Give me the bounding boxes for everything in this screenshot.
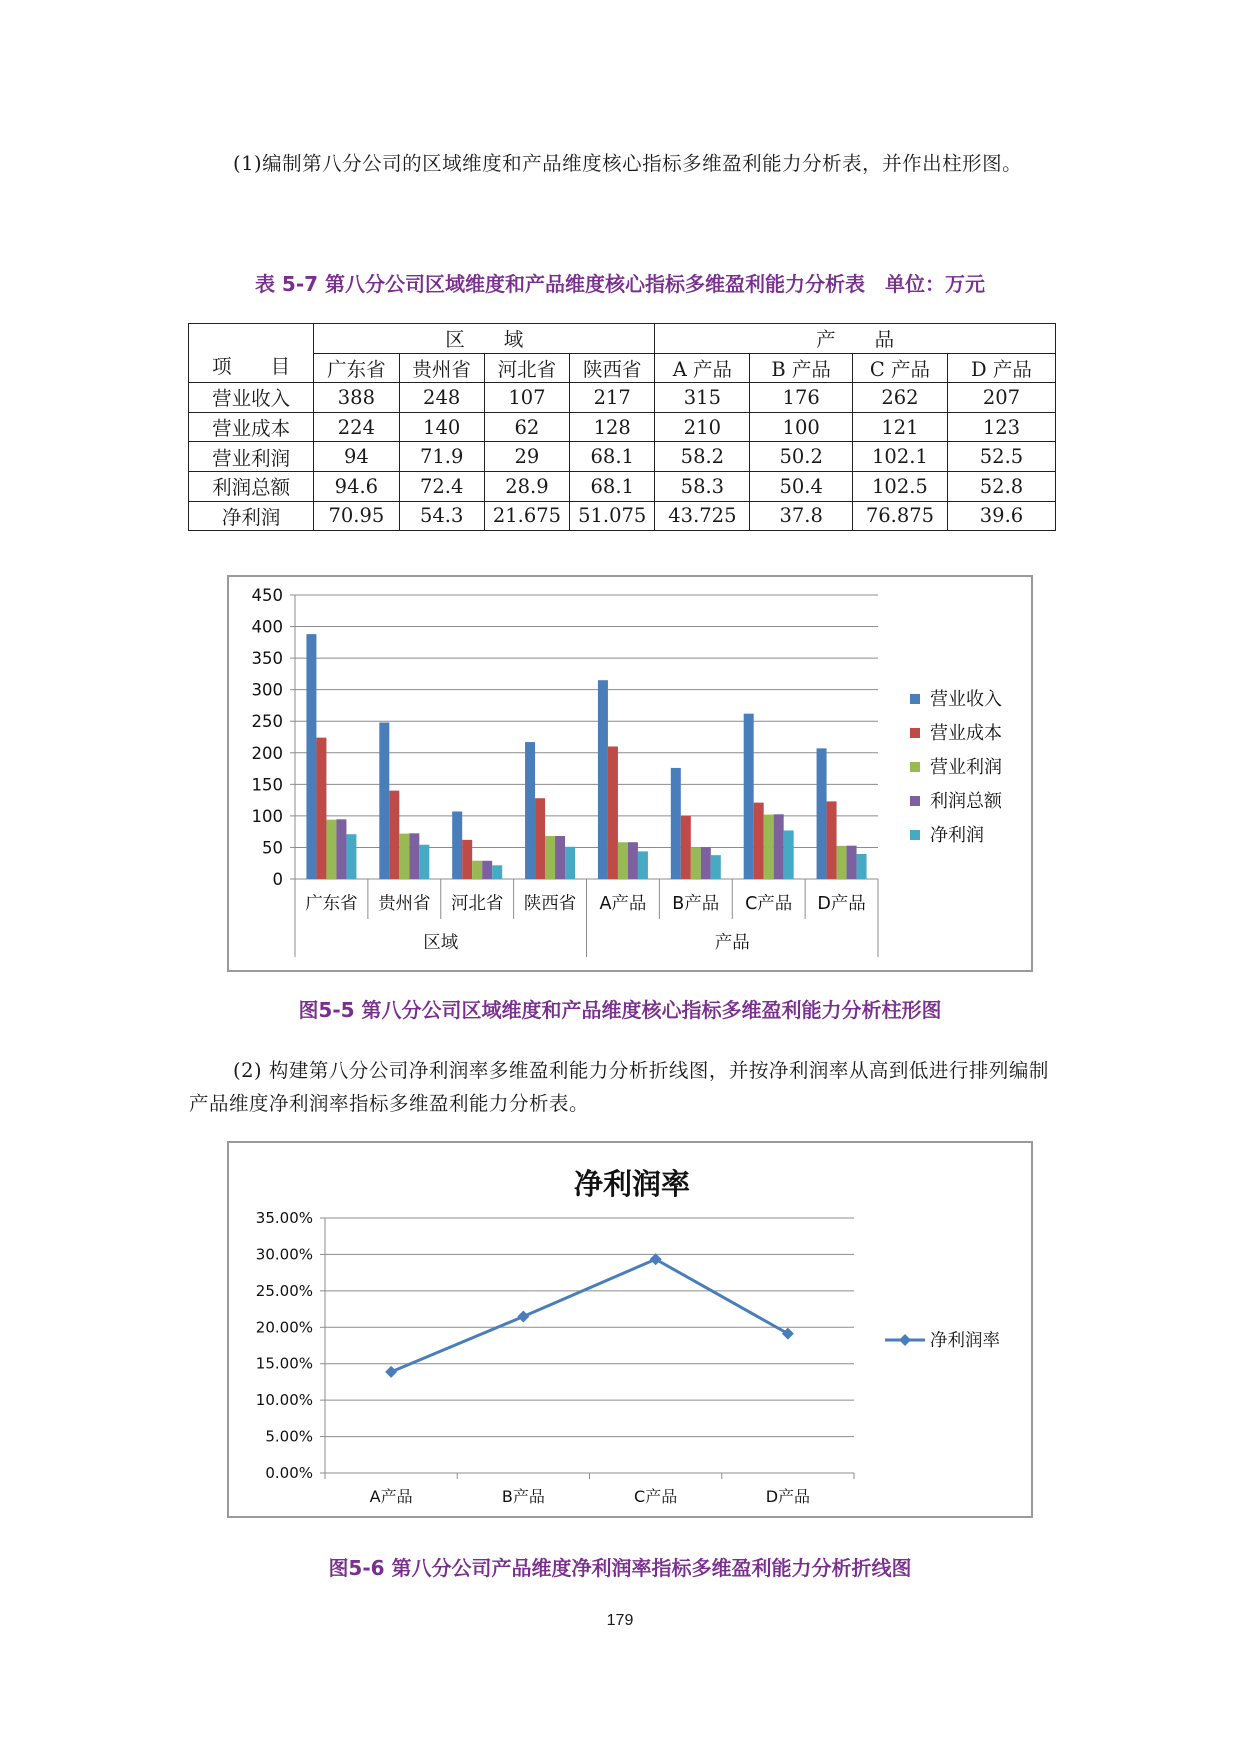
bar: [691, 847, 701, 879]
table-cell: 76.875: [852, 501, 947, 531]
table-cell: 68.1: [570, 471, 655, 501]
x-tick-label: A产品: [599, 894, 647, 914]
bar: [671, 768, 681, 879]
bar: [336, 819, 346, 879]
table-cell: 62: [484, 412, 569, 442]
table-group-header: 区 域: [314, 324, 655, 354]
table-cell: 102.1: [852, 442, 947, 472]
figure-5-5-caption: 图5-5 第八分公司区域维度和产品维度核心指标多维盈利能力分析柱形图: [298, 998, 942, 1022]
bar: [419, 845, 429, 879]
bar: [535, 798, 545, 879]
legend-swatch: [910, 728, 920, 738]
table-column-header: 河北省: [484, 353, 569, 383]
page-number: 179: [606, 1612, 634, 1629]
table-cell: 68.1: [570, 442, 655, 472]
table-cell: 140: [399, 412, 484, 442]
bar: [492, 865, 502, 879]
table-cell: 94: [314, 442, 399, 472]
x-group-label: 产品: [714, 933, 750, 953]
y-tick-label: 400: [251, 617, 283, 637]
table-row-label: 营业利润: [189, 442, 314, 472]
table-cell: 28.9: [484, 471, 569, 501]
x-tick-label: 河北省: [450, 894, 504, 914]
y-tick-label: 35.00%: [255, 1209, 313, 1227]
table-cell: 52.5: [947, 442, 1055, 472]
bar: [618, 842, 628, 879]
bar: [754, 803, 764, 879]
line-chart-frame: [227, 1141, 1033, 1518]
bar: [764, 815, 774, 879]
legend-marker: [899, 1334, 911, 1346]
table-cell: 224: [314, 412, 399, 442]
table-cell: 39.6: [947, 501, 1055, 531]
y-tick-label: 150: [251, 775, 283, 795]
table-cell: 102.5: [852, 471, 947, 501]
chart-title: 净利润率: [573, 1167, 691, 1201]
x-tick-label: D产品: [817, 894, 866, 914]
y-tick-label: 300: [251, 680, 283, 700]
y-tick-label: 5.00%: [265, 1427, 313, 1446]
table-column-header: D 产品: [947, 353, 1055, 383]
y-tick-label: 250: [251, 712, 283, 732]
table-cell: 29: [484, 442, 569, 472]
bar: [452, 811, 462, 879]
legend-label: 营业利润: [930, 757, 1002, 778]
y-tick-label: 0.00%: [265, 1464, 313, 1482]
legend-swatch: [910, 694, 920, 704]
table-cell: 210: [655, 412, 750, 442]
bar: [701, 847, 711, 879]
legend-swatch: [910, 830, 920, 840]
data-point-marker: [782, 1328, 794, 1340]
bar: [847, 846, 857, 879]
bar: [565, 847, 575, 879]
table-cell: 71.9: [399, 442, 484, 472]
bar-chart-frame: [227, 575, 1033, 972]
y-tick-label: 450: [251, 586, 283, 605]
x-tick-label: D产品: [765, 1487, 811, 1506]
x-tick-label: 广东省: [305, 894, 358, 914]
legend-label: 营业成本: [930, 723, 1002, 744]
bar: [827, 801, 837, 879]
table-cell: 123: [947, 412, 1055, 442]
bar: [316, 738, 326, 879]
bar: [628, 842, 638, 879]
table-cell: 262: [852, 383, 947, 413]
bar: [346, 834, 356, 879]
bar: [482, 861, 492, 879]
bar: [555, 836, 565, 879]
table-cell: 43.725: [655, 501, 750, 531]
table-cell: 248: [399, 383, 484, 413]
bar: [326, 820, 336, 879]
table-cell: 37.8: [750, 501, 853, 531]
table-column-header: A 产品: [655, 353, 750, 383]
table-cell: 217: [570, 383, 655, 413]
x-tick-label: C产品: [745, 894, 793, 914]
bar-chart: [229, 577, 1035, 974]
bar: [774, 814, 784, 879]
profitability-table: [188, 323, 1056, 531]
legend-label: 营业收入: [930, 689, 1002, 710]
table-row: [189, 383, 1056, 413]
bar: [462, 840, 472, 879]
series-line: [391, 1259, 788, 1372]
table-row: [189, 442, 1056, 472]
table-row-label: 利润总额: [189, 471, 314, 501]
y-tick-label: 200: [251, 743, 283, 763]
table-cell: 70.95: [314, 501, 399, 531]
bar: [784, 830, 794, 879]
table-cell: 58.2: [655, 442, 750, 472]
bar: [857, 854, 867, 879]
table-cell: 176: [750, 383, 853, 413]
bar: [638, 851, 648, 879]
y-tick-label: 100: [251, 806, 283, 826]
bar: [744, 714, 754, 879]
line-chart: [229, 1143, 1035, 1520]
y-tick-label: 350: [251, 649, 283, 669]
table-column-header: B 产品: [750, 353, 853, 383]
y-tick-label: 15.00%: [255, 1354, 313, 1373]
table-cell: 51.075: [570, 501, 655, 531]
table-row: [189, 501, 1056, 531]
y-tick-label: 25.00%: [255, 1281, 313, 1300]
data-point-marker: [650, 1253, 662, 1265]
bar: [711, 855, 721, 879]
legend-label: 利润总额: [930, 791, 1002, 812]
table-cell: 54.3: [399, 501, 484, 531]
table-caption: 表 5-7 第八分公司区域维度和产品维度核心指标多维盈利能力分析表 单位：万元: [254, 272, 986, 296]
x-tick-label: A产品: [369, 1487, 413, 1506]
bar: [389, 791, 399, 879]
table-column-header: C 产品: [852, 353, 947, 383]
table-row-label: 营业收入: [189, 383, 314, 413]
table-cell: 58.3: [655, 471, 750, 501]
y-tick-label: 30.00%: [255, 1245, 313, 1264]
table-cell: 100: [750, 412, 853, 442]
data-point-marker: [517, 1311, 529, 1323]
table-group-header: 产 品: [655, 324, 1056, 354]
bar: [379, 722, 389, 879]
legend-swatch: [910, 796, 920, 806]
table-cell: 107: [484, 383, 569, 413]
table-cell: 388: [314, 383, 399, 413]
x-tick-label: C产品: [634, 1487, 678, 1506]
y-tick-label: 20.00%: [255, 1318, 313, 1337]
bar: [399, 834, 409, 879]
table-cell: 72.4: [399, 471, 484, 501]
x-tick-label: 陕西省: [523, 894, 577, 914]
bar: [306, 634, 316, 879]
x-tick-label: 贵州省: [378, 894, 431, 914]
table-cell: 94.6: [314, 471, 399, 501]
table-column-header: 广东省: [314, 353, 399, 383]
table-cell: 121: [852, 412, 947, 442]
table-row-label: 营业成本: [189, 412, 314, 442]
legend-swatch: [910, 762, 920, 772]
bar: [409, 833, 419, 879]
table-column-header: 陕西省: [570, 353, 655, 383]
table-row-label: 净利润: [189, 501, 314, 531]
figure-5-6-caption: 图5-6 第八分公司产品维度净利润率指标多维盈利能力分析折线图: [328, 1556, 912, 1580]
x-tick-label: B产品: [672, 894, 720, 914]
bar: [817, 748, 827, 879]
table-cell: 315: [655, 383, 750, 413]
bar: [608, 746, 618, 879]
table-cell: 50.2: [750, 442, 853, 472]
table-cell: 52.8: [947, 471, 1055, 501]
y-tick-label: 50: [262, 838, 283, 858]
table-cell: 128: [570, 412, 655, 442]
bar: [545, 836, 555, 879]
bar: [598, 680, 608, 879]
x-tick-label: B产品: [501, 1487, 545, 1506]
y-tick-label: 0: [272, 870, 283, 889]
table-cell: 50.4: [750, 471, 853, 501]
x-group-label: 区域: [423, 933, 459, 953]
legend-label: 净利润率: [930, 1331, 1000, 1351]
table-cell: 21.675: [484, 501, 569, 531]
table-row: [189, 412, 1056, 442]
paragraph-intro-1: (1)编制第八分公司的区域维度和产品维度核心指标多维盈利能力分析表，并作出柱形图。: [233, 152, 1023, 175]
bar: [681, 816, 691, 879]
bar: [525, 742, 535, 879]
legend-label: 净利润: [930, 825, 984, 846]
paragraph-intro-2: (2) 构建第八分公司净利润率多维盈利能力分析折线图，并按净利润率从高到低进行排列编制产品维度净利润率指标多维盈利能力分析表。: [189, 1059, 1049, 1115]
table-column-header: 贵州省: [399, 353, 484, 383]
bar: [472, 861, 482, 879]
table-cell: 207: [947, 383, 1055, 413]
data-point-marker: [385, 1366, 397, 1378]
bar: [837, 846, 847, 879]
y-tick-label: 10.00%: [255, 1391, 313, 1410]
table-row: [189, 471, 1056, 501]
table-corner-header: 项 目: [189, 324, 314, 383]
